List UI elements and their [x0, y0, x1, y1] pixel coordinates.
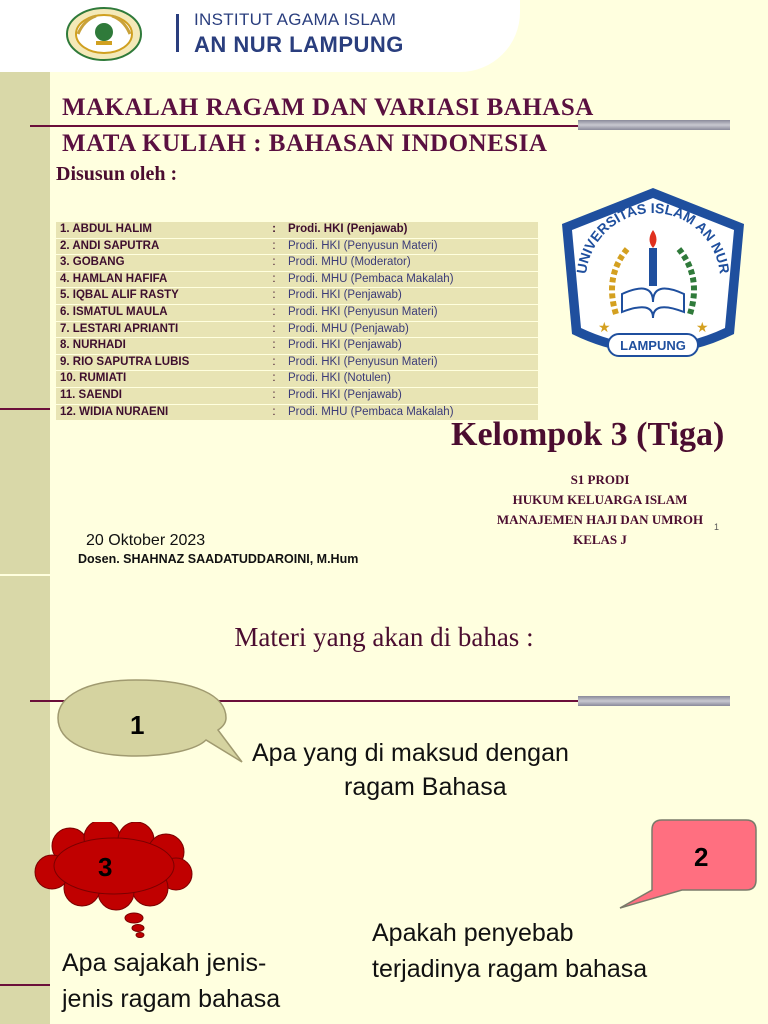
- svg-text:★: ★: [598, 319, 611, 335]
- member-separator: :: [264, 304, 284, 321]
- callout-bubble-2: [612, 816, 760, 912]
- program-line: HUKUM KELUARGA ISLAM: [512, 492, 688, 507]
- member-name: 5. IQBAL ALIF RASTY: [56, 288, 264, 305]
- institution-header: [0, 0, 520, 72]
- member-role: Prodi. HKI (Notulen): [284, 371, 538, 388]
- member-row: [56, 304, 538, 321]
- member-row: [56, 271, 538, 288]
- member-role: Prodi. HKI (Penyusun Materi): [284, 354, 538, 371]
- compiled-by-label: Disusun oleh :: [56, 163, 178, 185]
- topic-3-line2: jenis ragam bahasa: [62, 985, 281, 1013]
- topic-2-line1: Apakah penyebab: [372, 919, 574, 947]
- member-name: 3. GOBANG: [56, 255, 264, 272]
- member-name: 12. WIDIA NURAENI: [56, 404, 264, 421]
- member-name: 2. ANDI SAPUTRA: [56, 238, 264, 255]
- slide-2: [0, 576, 768, 1024]
- slide-sidebar: [0, 0, 50, 574]
- page-number: 1: [714, 522, 720, 532]
- member-name: 7. LESTARI APRIANTI: [56, 321, 264, 338]
- member-separator: :: [264, 404, 284, 421]
- member-role: Prodi. HKI (Penjawab): [284, 338, 538, 355]
- member-separator: :: [264, 222, 284, 238]
- university-logo-city: LAMPUNG: [620, 338, 686, 353]
- member-separator: :: [264, 271, 284, 288]
- callout-number-1: 1: [130, 710, 145, 740]
- callout-bubble-1: [56, 678, 246, 770]
- member-row: [56, 255, 538, 272]
- member-role: Prodi. HKI (Penyusun Materi): [284, 238, 538, 255]
- program-line: MANAJEMEN HAJI DAN UMROH: [496, 512, 704, 527]
- member-separator: :: [264, 238, 284, 255]
- topic-1-line1: Apa yang di maksud dengan: [252, 739, 569, 767]
- member-row: [56, 354, 538, 371]
- svg-text:★: ★: [696, 319, 709, 335]
- callout-number-2: 2: [694, 842, 709, 872]
- header-divider: [176, 14, 179, 52]
- member-role: Prodi. HKI (Penjawab): [284, 387, 538, 404]
- member-separator: :: [264, 321, 284, 338]
- lecturer-name: Dosen. SHAHNAZ SAADATUDDAROINI, M.Hum: [78, 552, 359, 566]
- member-name: 11. SAENDI: [56, 387, 264, 404]
- member-separator: :: [264, 371, 284, 388]
- member-row: [56, 222, 538, 238]
- program-line: S1 PRODI: [570, 472, 630, 487]
- callout-number-3: 3: [98, 852, 113, 882]
- paper-title: MAKALAH RAGAM DAN VARIASI BAHASA: [62, 94, 594, 121]
- member-row: [56, 288, 538, 305]
- member-role: Prodi. HKI (Penyusun Materi): [284, 304, 538, 321]
- member-separator: :: [264, 288, 284, 305]
- left-rule: [0, 408, 50, 410]
- member-separator: :: [264, 338, 284, 355]
- member-role: Prodi. MHU (Pembaca Makalah): [284, 271, 538, 288]
- member-name: 1. ABDUL HALIM: [56, 222, 264, 238]
- member-row: [56, 371, 538, 388]
- heading-rule-band: [578, 696, 730, 706]
- topic-1-line2: ragam Bahasa: [344, 773, 507, 801]
- topic-2-line2: terjadinya ragam bahasa: [372, 955, 648, 983]
- member-row: [56, 321, 538, 338]
- member-role: Prodi. MHU (Moderator): [284, 255, 538, 272]
- member-separator: :: [264, 255, 284, 272]
- university-logo-text: UNIVERSITAS ISLAM AN NUR: [573, 199, 733, 275]
- presentation-date: 20 Oktober 2023: [86, 532, 206, 549]
- member-name: 10. RUMIATI: [56, 371, 264, 388]
- institution-name-line1: INSTITUT AGAMA ISLAM: [194, 10, 397, 29]
- member-row: [56, 238, 538, 255]
- topic-3-line1: Apa sajakah jenis-: [62, 949, 267, 977]
- member-name: 9. RIO SAPUTRA LUBIS: [56, 354, 264, 371]
- member-role: Prodi. HKI (Penjawab): [284, 222, 538, 238]
- member-row: [56, 338, 538, 355]
- course-title: MATA KULIAH : BAHASAN INDONESIA: [62, 130, 548, 157]
- member-separator: :: [264, 354, 284, 371]
- member-role: Prodi. MHU (Penjawab): [284, 321, 538, 338]
- group-title: Kelompok 3 (Tiga): [451, 416, 725, 453]
- university-logo-icon: [556, 184, 750, 372]
- member-role: Prodi. MHU (Pembaca Makalah): [284, 404, 538, 421]
- slide-heading: Materi yang akan di bahas :: [234, 622, 534, 652]
- institution-name-line2: AN NUR LAMPUNG: [194, 32, 404, 57]
- member-name: 4. HAMLAN HAFIFA: [56, 271, 264, 288]
- member-separator: :: [264, 387, 284, 404]
- title-rule-band: [578, 120, 730, 130]
- callout-cloud-3: [30, 822, 200, 938]
- member-role: Prodi. HKI (Penjawab): [284, 288, 538, 305]
- member-row: [56, 387, 538, 404]
- institution-logo-icon: [64, 6, 144, 62]
- member-name: 8. NURHADI: [56, 338, 264, 355]
- program-line: KELAS J: [573, 532, 627, 547]
- member-table: [56, 222, 538, 421]
- left-rule: [0, 984, 50, 986]
- member-name: 6. ISMATUL MAULA: [56, 304, 264, 321]
